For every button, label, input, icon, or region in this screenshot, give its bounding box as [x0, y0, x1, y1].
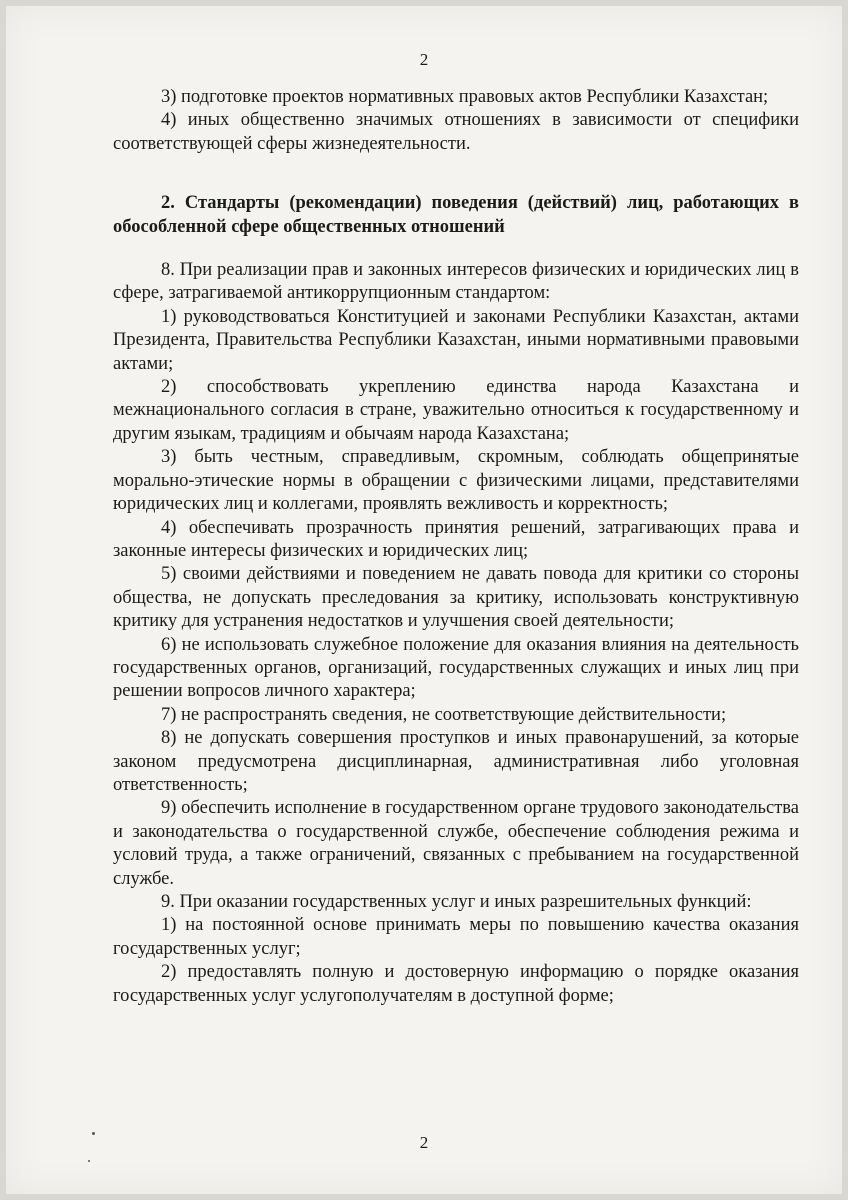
scan-speck: [88, 1160, 90, 1162]
list-item: 2) предоставлять полную и достоверную информацию о порядке оказания государственных услуг услугополучателям в доступной форме;: [113, 962, 799, 1006]
intro-item: 3) подготовке проектов нормативных правовых актов Республики Казахстан;: [161, 87, 769, 107]
list-item: 8) не допускать совершения проступков и иных правонарушений, за которые законом предусмотрена дисциплинарная, административная либо уголовная ответственность;: [113, 728, 799, 795]
page-number-top: 2: [419, 50, 429, 69]
section-heading: 2. Стандарты (рекомендации) поведения (действий) лиц, работающих в обособленной сфере общественных отношений: [113, 193, 799, 237]
list-item: 4) обеспечивать прозрачность принятия решений, затрагивающих права и законные интересы физических и юридических лиц;: [113, 517, 799, 561]
list-item: 3) быть честным, справедливым, скромным, соблюдать общепринятые морально-этические нормы в обращении с физическими лицами, представителями юридических лиц и коллегами, проявлять вежливость и корректность;: [113, 447, 799, 515]
list-item: 5) своими действиями и поведением не давать повода для критики со стороны общества, не допускать преследования за критику, использовать конструктивную критику для устранения недостатков и улучшения своей деятельности;: [113, 564, 799, 632]
list-item: 1) руководствоваться Конституцией и законами Республики Казахстан, актами Президента, Правительства Республики Казахстан, иными нормативными правовыми актами;: [113, 306, 799, 374]
document-body: [113, 86, 799, 1008]
scan-speck: [92, 1132, 95, 1135]
list-item: 6) не использовать служебное положение для оказания влияния на деятельность государственных органов, организаций, государственных служащих и иных лиц при решении вопросов личного характера;: [113, 634, 799, 702]
paragraph-8: 8. При реализации прав и законных интересов физических и юридических лиц в сфере, затрагиваемой антикоррупционным стандартом:: [113, 260, 799, 304]
list-item: 7) не распространять сведения, не соответствующие действительности;: [161, 704, 727, 725]
intro-item: 4) иных общественно значимых отношениях в зависимости от специфики соответствующей сферы жизнедеятельности.: [113, 110, 799, 154]
page-number-bottom: 2: [419, 1133, 429, 1152]
paragraph-9: 9. При оказании государственных услуг и иных разрешительных функций:: [161, 892, 752, 912]
list-item: 1) на постоянной основе принимать меры по повышению качества оказания государственных услуг;: [113, 915, 799, 959]
list-item: 9) обеспечить исполнение в государственном органе трудового законодательства и законодательства о государственной службе, обеспечение соблюдения режима и условий труда, а также ограничений, связанных с пребыванием на государственной службе.: [113, 798, 799, 889]
list-item: 2) способствовать укреплению единства народа Казахстана и межнационального согласия в стране, уважительно относиться к государственному и другим языкам, традициям и обычаям народа Казахстана;: [113, 377, 799, 444]
